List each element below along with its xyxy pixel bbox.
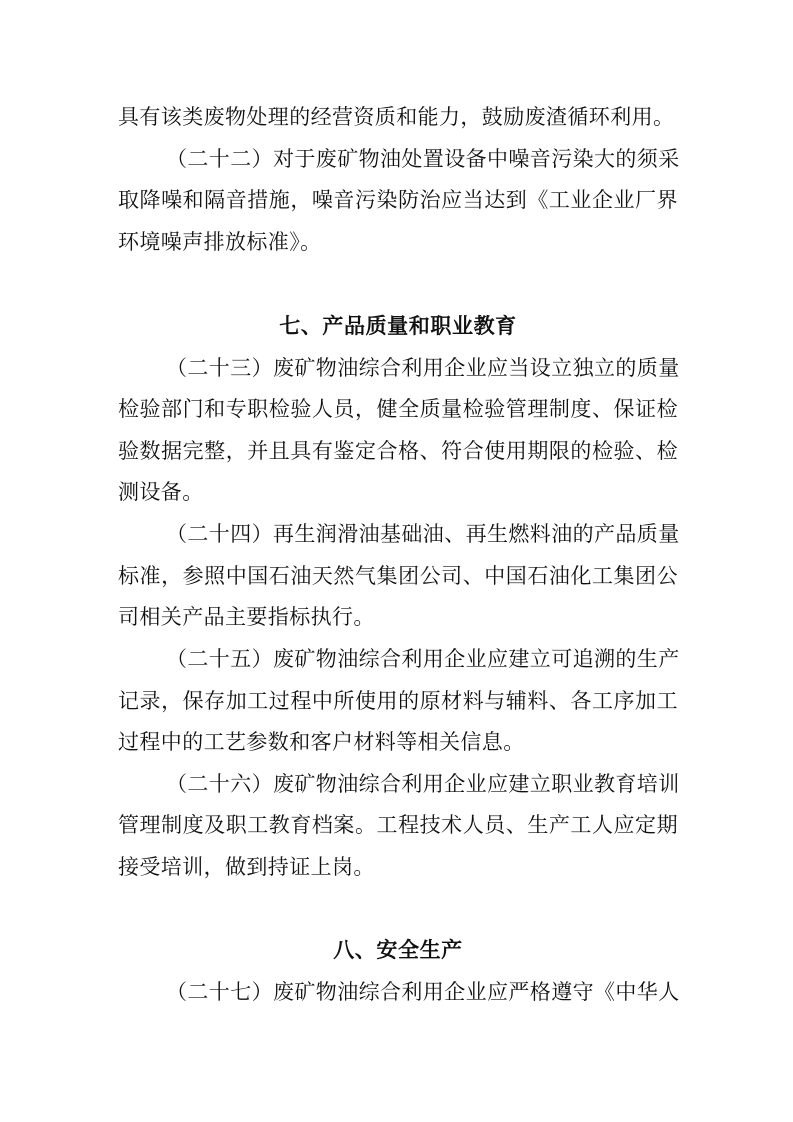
paragraph-line: 具有该类废物处理的经营资质和能力，鼓励废渣循环利用。: [118, 105, 675, 129]
section-heading-7: 七、产品质量和职业教育: [279, 314, 517, 338]
paragraph-line: （二十三）废矿物油综合利用企业应当设立独立的质量: [166, 356, 680, 380]
paragraph-line: 检验部门和专职检验人员，健全质量检验管理制度、保证检: [118, 397, 678, 421]
paragraph-line: （二十二）对于废矿物油处置设备中噪音污染大的须采: [166, 147, 680, 171]
paragraph-line: 环境噪声排放标准》。: [118, 230, 322, 254]
section-heading-8: 八、安全生产: [333, 938, 463, 962]
paragraph-line: （二十七）废矿物油综合利用企业应严格遵守《中华人: [166, 980, 680, 1004]
paragraph-line: 记录，保存加工过程中所使用的原材料与辅料、各工序加工: [118, 689, 678, 713]
paragraph-line: 验数据完整，并且具有鉴定合格、符合使用期限的检验、检: [118, 439, 678, 463]
paragraph-line: （二十四）再生润滑油基础油、再生燃料油的产品质量: [166, 522, 680, 546]
paragraph-line: （二十六）废矿物油综合利用企业应建立职业教育培训: [166, 772, 680, 796]
paragraph-line: 标准，参照中国石油天然气集团公司、中国石油化工集团公: [118, 564, 678, 588]
paragraph-line: 测设备。: [118, 480, 204, 504]
paragraph-line: （二十五）废矿物油综合利用企业应建立可追溯的生产: [166, 647, 680, 671]
paragraph-line: 司相关产品主要指标执行。: [118, 605, 375, 629]
paragraph-line: 取降噪和隔音措施，噪音污染防治应当达到《工业企业厂界: [118, 188, 678, 212]
paragraph-line: 管理制度及职工教育档案。工程技术人员、生产工人应定期: [118, 813, 678, 837]
paragraph-line: 接受培训，做到持证上岗。: [118, 855, 375, 879]
paragraph-line: 过程中的工艺参数和客户材料等相关信息。: [118, 730, 525, 754]
